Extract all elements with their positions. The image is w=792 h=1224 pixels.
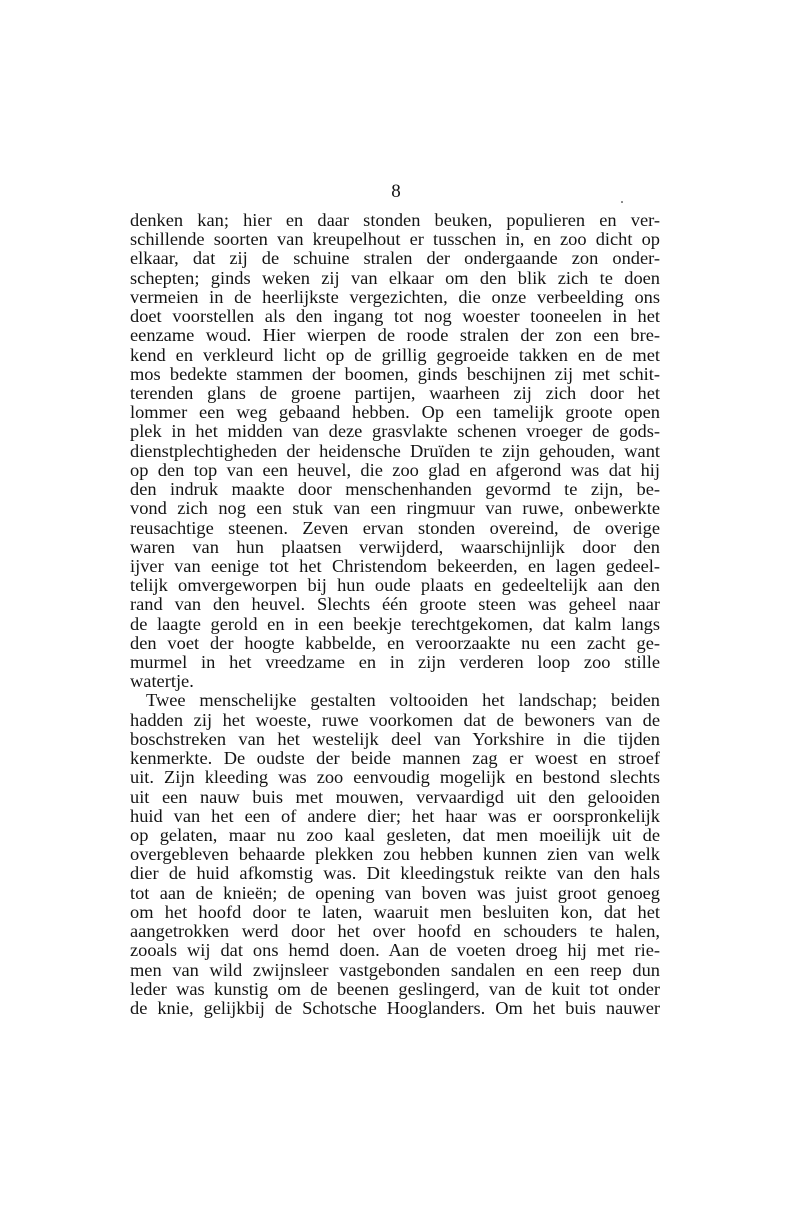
text-line-content: de laagte gerold en in een beekje terechtgekomen, dat kalm langs [130, 613, 660, 634]
text-line [130, 211, 660, 230]
text-line [130, 365, 660, 384]
text-line-content: den indruk maakte door menschenhanden gevormd te zijn, be- [130, 479, 660, 500]
text-line-content: den voet der hoogte kabbelde, en veroorzaakte nu een zacht ge- [130, 632, 660, 653]
text-line-content: doet voorstellen als den ingang tot nog woester tooneelen in het [130, 306, 660, 327]
text-line [130, 288, 660, 307]
text-line [130, 442, 660, 461]
text-line-content: de knie, gelijkbij de Schotsche Hooglanders. Om het buis nauwer [130, 997, 660, 1018]
text-line [130, 307, 660, 326]
text-line [130, 634, 660, 653]
text-line [130, 961, 660, 980]
text-line-content: op den top van een heuvel, die zoo glad en afgerond was dat hij [130, 459, 660, 480]
text-line-content: watertje. [130, 671, 194, 692]
text-line [130, 269, 660, 288]
text-line-content: mos bedekte stammen der boomen, ginds beschijnen zij met schit- [130, 363, 660, 384]
text-line [130, 768, 660, 787]
page-number: 8 [391, 181, 401, 202]
text-line [130, 403, 660, 422]
text-line-content: aangetrokken werd door het over hoofd en schouders te halen, [130, 921, 660, 942]
text-line-content: om het hoofd door te laten, waaruit men besluiten kon, dat het [130, 901, 660, 922]
text-line-content: uit. Zijn kleeding was zoo eenvoudig mogelijk en bestond slechts [130, 767, 660, 788]
text-line [130, 999, 660, 1018]
text-line [130, 788, 660, 807]
text-line [130, 826, 660, 845]
text-line-content: elkaar, dat zij de schuine stralen der ondergaande zon onder- [130, 248, 660, 269]
text-line [130, 480, 660, 499]
text-line-content: kend en verkleurd licht op de grillig gegroeide takken en de met [130, 344, 660, 365]
text-line [130, 230, 660, 249]
text-line [130, 346, 660, 365]
text-line-content: lommer een weg gebaand hebben. Op een tamelijk groote open [130, 402, 660, 423]
text-line-content: schepten; ginds weken zij van elkaar om den blik zich te doen [130, 267, 660, 288]
text-line [130, 576, 660, 595]
text-line [130, 941, 660, 960]
text-line [130, 691, 660, 710]
text-line [130, 711, 660, 730]
text-line [130, 326, 660, 345]
text-line-content: op gelaten, maar nu zoo kaal gesleten, dat men moeilijk uit de [130, 825, 660, 845]
text-line-content: eenzame woud. Hier wierpen de roode stralen der zon een bre- [130, 325, 660, 346]
text-line [130, 249, 660, 268]
text-line-content: dienstplechtigheden der heidensche Druïden te zijn gehouden, want [130, 440, 660, 461]
text-line-content: men van wild zwijnsleer vastgebonden sandalen en een reep dun [130, 959, 660, 980]
text-line [130, 980, 660, 999]
text-line [130, 730, 660, 749]
text-line [130, 845, 660, 864]
text-line-content: denken kan; hier en daar stonden beuken, populieren en ver- [130, 210, 660, 230]
text-line-content: Twee menschelijke gestalten voltooiden het landschap; beiden [146, 690, 660, 711]
text-line [130, 807, 660, 826]
text-line [130, 557, 660, 576]
text-line-content: waren van hun plaatsen verwijderd, waarschijnlijk door den [130, 536, 660, 557]
text-line-content: tot aan de knieën; de opening van boven was juist groot genoeg [130, 882, 660, 903]
text-line [130, 749, 660, 768]
text-line-content: boschstreken van het westelijk deel van Yorkshire in die tijden [130, 728, 660, 749]
text-line-content: huid van het een of andere dier; het haar was er oorspronkelijk [130, 805, 660, 826]
text-line [130, 922, 660, 941]
text-line [130, 864, 660, 883]
text-line [130, 595, 660, 614]
text-line-content: vermeien in de heerlijkste vergezichten, die onze verbeelding ons [130, 286, 660, 307]
text-line-content: schillende soorten van kreupelhout er tusschen in, en zoo dicht op [130, 229, 660, 250]
text-line-content: uit een nauw buis met mouwen, vervaardigd uit den gelooiden [130, 786, 660, 807]
text-line [130, 884, 660, 903]
text-line [130, 519, 660, 538]
text-line-content: ijver van eenige tot het Christendom bekeerden, en lagen gedeel- [130, 555, 660, 576]
text-line-content: hadden zij het woeste, ruwe voorkomen dat de bewoners van de [130, 709, 660, 730]
text-line [130, 615, 660, 634]
text-line-content: plek in het midden van deze grasvlakte schenen vroeger de gods- [130, 421, 660, 442]
text-line-content: telijk omvergeworpen bij hun oude plaats en gedeeltelijk aan den [130, 575, 660, 596]
text-line-content: overgebleven behaarde plekken zou hebben kunnen zien van welk [130, 844, 660, 865]
text-line-content: leder was kunstig om de beenen geslingerd, van de kuit tot onder [130, 978, 660, 999]
text-line [130, 461, 660, 480]
text-line-content: kenmerkte. De oudste der beide mannen zag er woest en stroef [130, 748, 660, 769]
text-line-content: rand van den heuvel. Slechts één groote steen was geheel naar [130, 594, 660, 615]
text-line [130, 538, 660, 557]
text-line [130, 903, 660, 922]
text-line-content: terenden glans de groene partijen, waarheen zij zich door het [130, 382, 660, 403]
text-line-content: zooals wij dat ons hemd doen. Aan de voeten droeg hij met rie- [130, 940, 660, 961]
text-line [130, 422, 660, 441]
text-line-content: murmel in het vreedzame en in zijn verderen loop zoo stille [130, 652, 660, 673]
text-line-content: dier de huid afkomstig was. Dit kleedingstuk reikte van den hals [130, 863, 660, 884]
text-line [130, 672, 660, 691]
text-line-content: vond zich nog een stuk van een ringmuur van ruwe, onbewerkte [130, 498, 660, 519]
text-line [130, 653, 660, 672]
text-line-content: reusachtige steenen. Zeven ervan stonden overeind, de overige [130, 517, 660, 538]
body-text [130, 211, 660, 1018]
text-line [130, 384, 660, 403]
text-line [130, 499, 660, 518]
